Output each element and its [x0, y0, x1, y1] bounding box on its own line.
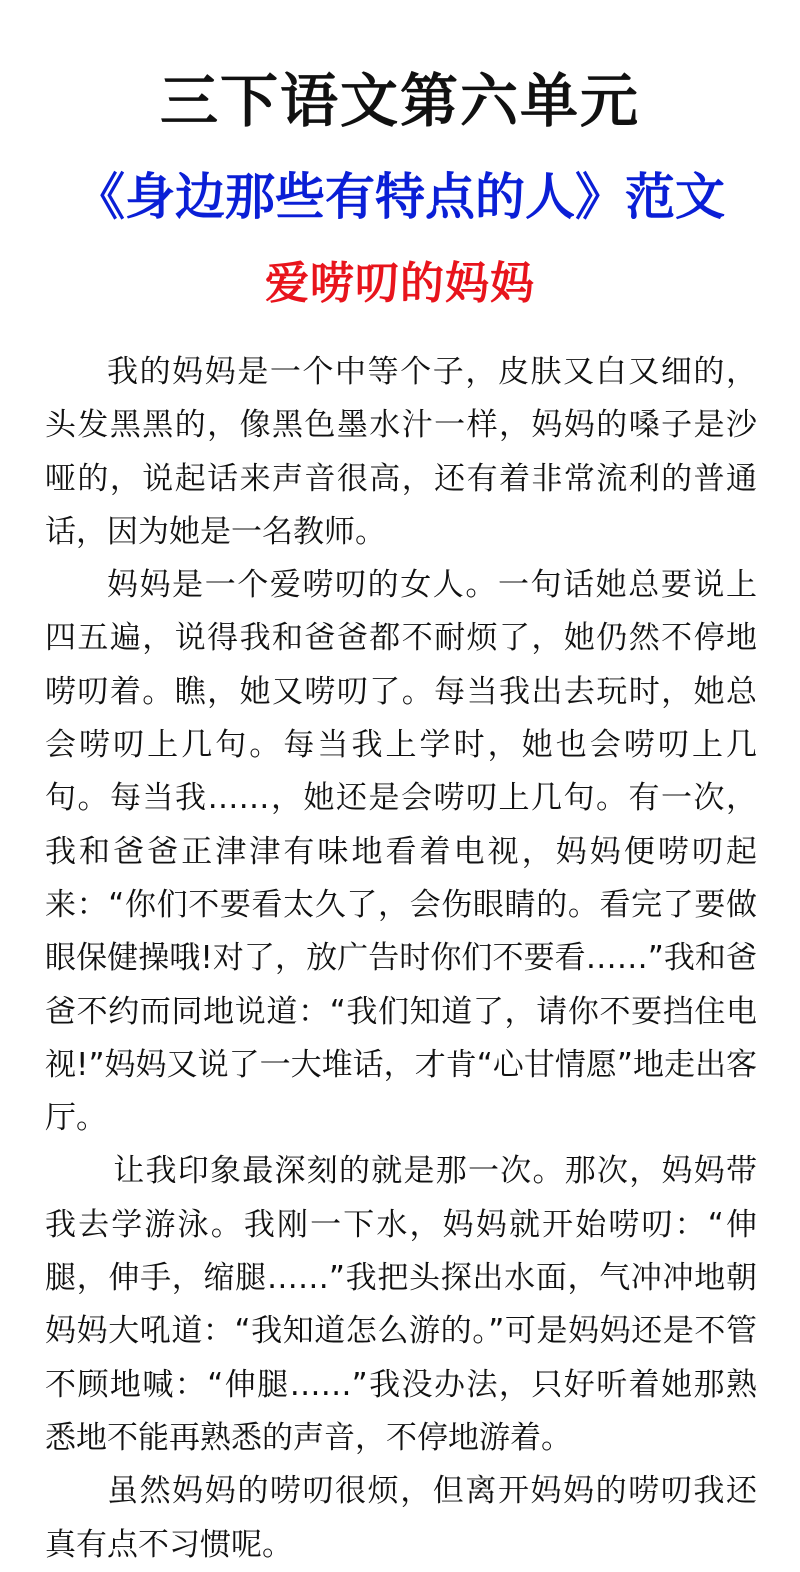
paragraph: 让我印象最深刻的就是那一次。那次，妈妈带我去学游泳。我刚一下水，妈妈就开始唠叨：“伸腿，伸手，缩腿……”我把头探出水面，气冲冲地朝妈妈大吼道：“我知道怎么游的。”可是妈妈还是不管不顾地喊：“伸腿……”我没办法，只好听着她那熟悉地不能再熟悉的声音，不停地游着。 — [45, 1153, 757, 1456]
paragraph: 虽然妈妈的唠叨很烦，但离开妈妈的唠叨我还真有点不习惯呢。 — [45, 1473, 757, 1563]
paragraph: 妈妈是一个爱唠叨的女人。一句话她总要说上四五遍，说得我和爸爸都不耐烦了，她仍然不停地唠叨着。瞧，她又唠叨了。每当我出去玩时，她总会唠叨上几句。每当我上学时，她也会唠叨上几句。每当我……，她还是会唠叨上几句。有一次，我和爸爸正津津有味地看着电视，妈妈便唠叨起来：“你们不要看太久了，会伤眼睛的。看完了要做眼保健操哦!对了，放广告时你们不要看……”我和爸爸不约而同地说道：“我们知道了，请你不要挡住电视!”妈妈又说了一大堆话，才肯“心甘情愿”地走出客厅。 — [45, 567, 757, 1137]
essay-title: 爱唠叨的妈妈 — [265, 258, 535, 309]
unit-title: 三下语文第六单元 — [159, 67, 640, 135]
paragraph: 我的妈妈是一个中等个子，皮肤又白又细的，头发黑黑的，像黑色墨水汁一样，妈妈的嗓子是沙哑的，说起话来声音很高，还有着非常流利的普通话，因为她是一名教师。 — [45, 354, 757, 550]
essay-body — [45, 346, 757, 1572]
topic-title: 《身边那些有特点的人》范文 — [75, 168, 725, 226]
